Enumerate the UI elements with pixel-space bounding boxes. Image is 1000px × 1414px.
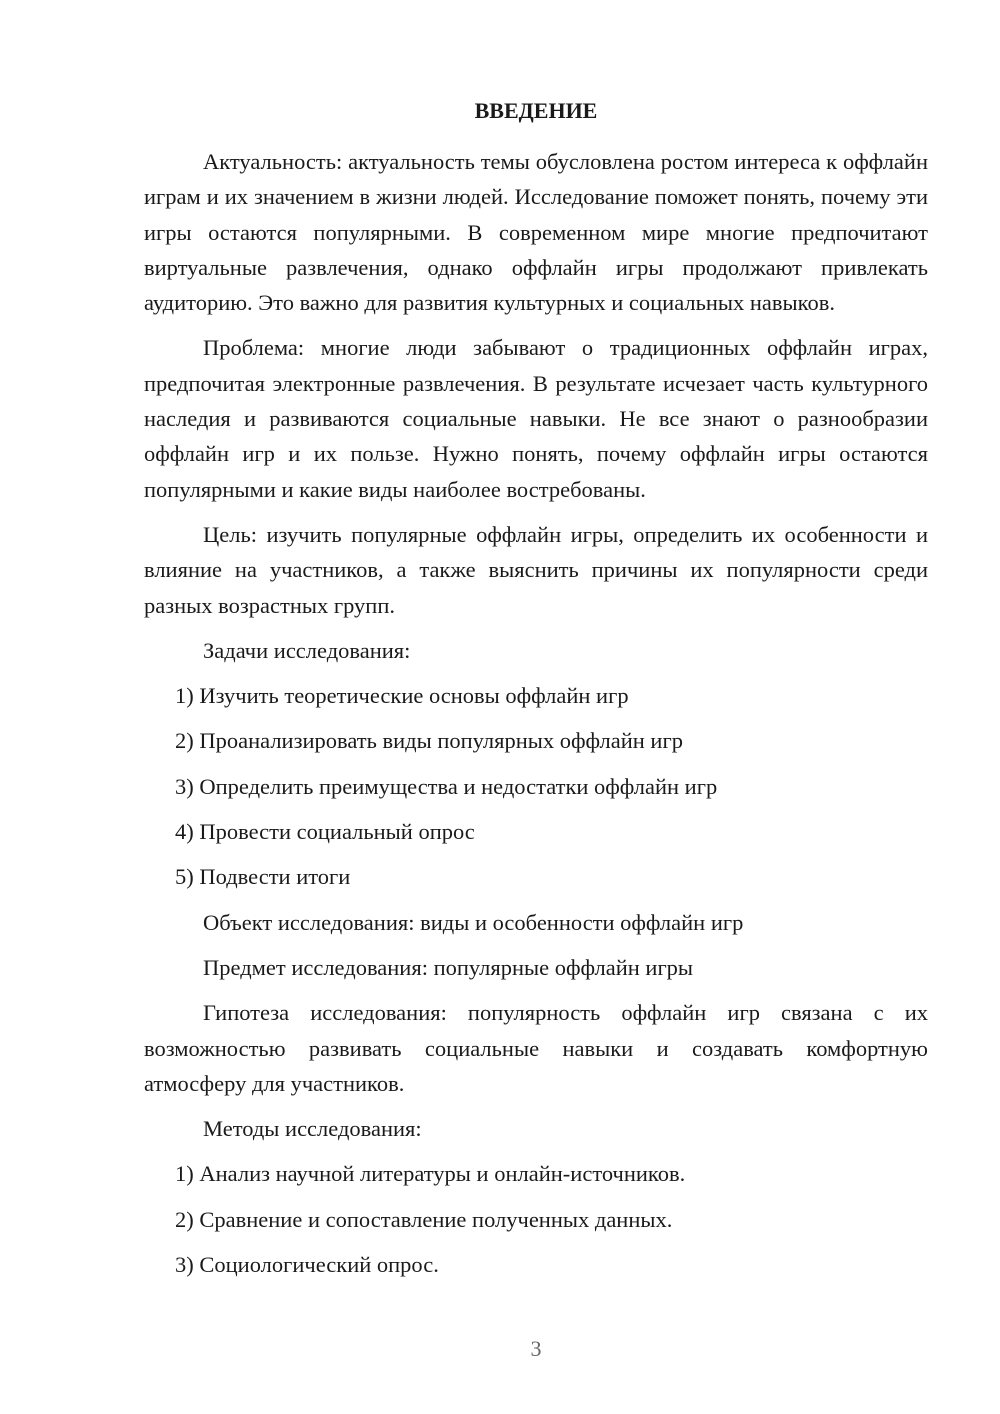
methods-heading: Методы исследования:: [203, 1116, 422, 1142]
page-title: ВВЕДЕНИЕ: [474, 98, 598, 123]
relevance-paragraph: Актуальность: актуальность темы обусловлена ростом интереса к оффлайн играм и их значением в жизни людей. Исследование поможет понять, почему эти игры остаются популярными. В современном мире многие предпочитают виртуальные развлечения, однако оффлайн игры продолжают привлекать аудиторию. Это важно для развития культурных и социальных навыков.: [144, 149, 928, 316]
hypothesis-paragraph: Гипотеза исследования: популярность оффлайн игр связана с их возможностью развивать социальные навыки и создавать комфортную атмосферу для участников.: [144, 1000, 928, 1096]
task-item: 3) Определить преимущества и недостатки оффлайн игр: [175, 773, 718, 799]
research-object: Объект исследования: виды и особенности оффлайн игр: [203, 909, 744, 935]
tasks-heading: Задачи исследования:: [203, 637, 411, 663]
task-item: 5) Подвести итоги: [175, 864, 351, 890]
task-item: 2) Проанализировать виды популярных оффлайн игр: [175, 728, 683, 754]
task-item: 4) Провести социальный опрос: [175, 819, 475, 845]
goal-paragraph: Цель: изучить популярные оффлайн игры, определить их особенности и влияние на участников, а также выяснить причины их популярности среди разных возрастных групп.: [144, 521, 928, 618]
tasks-list: [144, 678, 928, 894]
page-number: 3: [530, 1336, 542, 1361]
research-subject: Предмет исследования: популярные оффлайн игры: [203, 954, 694, 980]
task-item: 1) Изучить теоретические основы оффлайн игр: [175, 683, 629, 709]
document-body: [144, 144, 928, 1292]
method-item: 3) Социологический опрос.: [175, 1252, 439, 1278]
method-item: 2) Сравнение и сопоставление полученных данных.: [175, 1206, 673, 1232]
methods-list: [144, 1156, 928, 1282]
method-item: 1) Анализ научной литературы и онлайн-источников.: [175, 1161, 686, 1187]
problem-paragraph: Проблема: многие люди забывают о традиционных оффлайн играх, предпочитая электронные развлечения. В результате исчезает часть культурного наследия и развиваются социальные навыки. Не все знают о разнообразии оффлайн игр и их пользе. Нужно понять, почему оффлайн игры остаются популярными и какие виды наиболее востребованы.: [144, 335, 928, 502]
